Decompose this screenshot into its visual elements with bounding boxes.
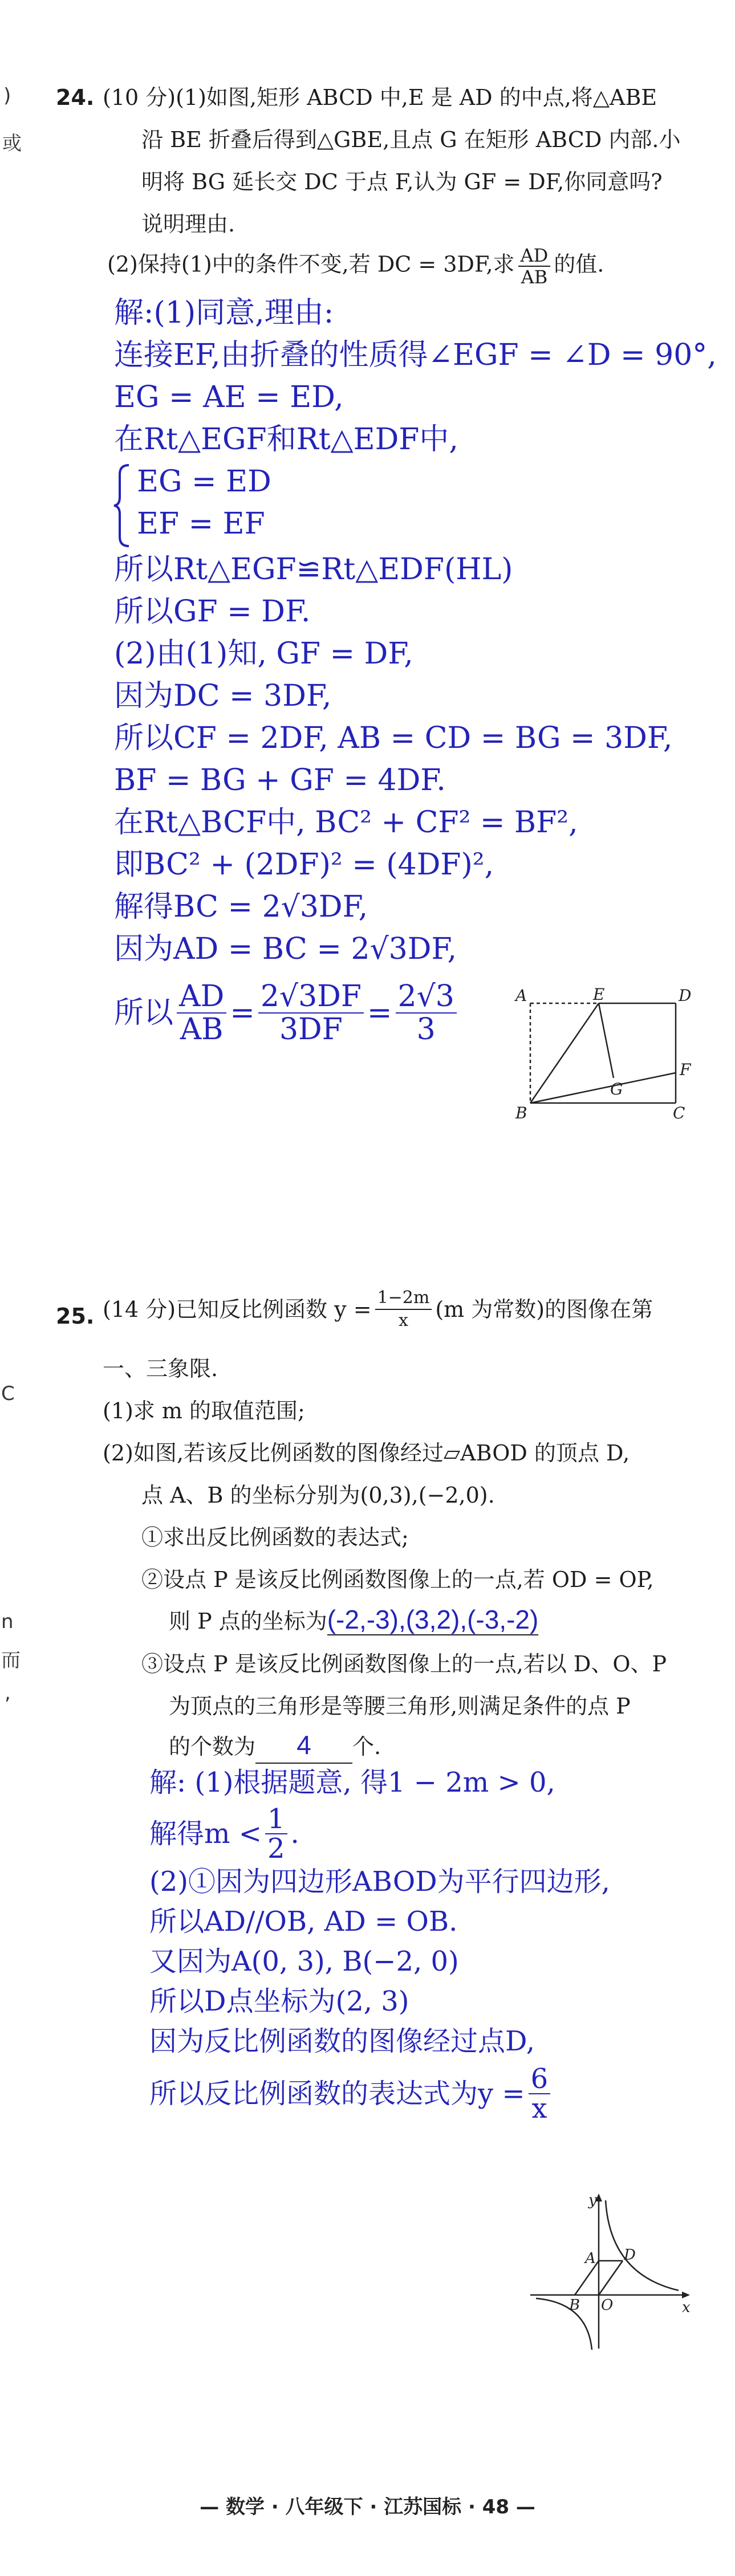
solution-25-line-2: 解得m < $\frac{1}{2}$ . — [149, 1803, 299, 1865]
margin-mark-6: , — [5, 1682, 11, 1704]
question-25-line-3: (1)求 m 的取值范围; — [103, 1398, 305, 1423]
question-25-line-5: 点 A、B 的坐标分别为(0,3),(−2,0). — [141, 1483, 495, 1508]
solution-24-line-13: 在Rt△BCF中, BC² + CF² = BF², — [114, 805, 578, 840]
question-25-line-2: 一、三象限. — [103, 1356, 218, 1381]
solution-24-line-11: 所以CF = 2DF, AB = CD = BG = 3DF, — [114, 721, 673, 755]
solution-24-line-5: EG = ED — [137, 465, 271, 499]
figure-25-label-d: D — [624, 2247, 636, 2264]
figure-24-label-e: E — [593, 985, 605, 1004]
solution-25-line-3: (2)①因为四边形ABOD为平行四边形, — [149, 1866, 610, 1898]
figure-25-hyperbola-diagram — [525, 2189, 696, 2354]
question-25-line-10: 为顶点的三角形是等腰三角形,则满足条件的点 P — [169, 1694, 631, 1719]
solution-24-line-10: 因为DC = 3DF, — [114, 679, 332, 713]
figure-25-label-a: A — [585, 2250, 596, 2267]
question-25-line-6: ①求出反比例函数的表达式; — [141, 1525, 409, 1550]
solution-25-line-5: 又因为A(0, 3), B(−2, 0) — [149, 1946, 459, 1977]
question-25-number: 25. — [56, 1304, 95, 1329]
figure-24-label-a: A — [515, 986, 527, 1005]
question-25-line-4: (2)如图,若该反比例函数的图像经过▱ABOD 的顶点 D, — [103, 1440, 630, 1466]
solution-25-line-1: 解: (1)根据题意, 得1 − 2m > 0, — [149, 1767, 555, 1798]
page-footer: — 数学 · 八年级下 · 江苏国标 · 48 — — [200, 2496, 535, 2518]
figure-24-label-f: F — [680, 1060, 691, 1079]
question-25-line-11: 的个数为 4 个. — [169, 1727, 381, 1764]
figure-25-label-b: B — [569, 2297, 580, 2314]
solution-24-line-6: EF = EF — [137, 507, 265, 541]
answer-fill-point-count: 4 — [255, 1727, 352, 1764]
figure-25-label-x: x — [682, 2299, 691, 2316]
solution-24-line-9: (2)由(1)知, GF = DF, — [114, 637, 413, 671]
question-24-part-2: (2)保持(1)中的条件不变,若 DC = 3DF,求 $\frac{AD}{AB}$ 的值. — [107, 245, 604, 288]
solution-24-line-12: BF = BG + GF = 4DF. — [114, 763, 446, 797]
solution-24-line-14: 即BC² + (2DF)² = (4DF)², — [114, 848, 494, 882]
solution-24-line-15: 解得BC = 2√3DF, — [114, 890, 368, 924]
margin-mark-1: ) — [3, 84, 11, 107]
figure-24-label-b: B — [515, 1104, 527, 1122]
solution-24-line-3: EG = AE = ED, — [114, 380, 344, 414]
question-25-line-7: ②设点 P 是该反比例函数图像上的一点,若 OD = OP, — [141, 1567, 654, 1592]
figure-24-label-d: D — [679, 986, 692, 1005]
figure-25-label-o: O — [601, 2297, 614, 2314]
solution-25-line-7: 因为反比例函数的图像经过点D, — [149, 2025, 535, 2057]
question-24-line-2: 沿 BE 折叠后得到△GBE,且点 G 在矩形 ABCD 内部.小 — [141, 127, 681, 152]
question-25-line-9: ③设点 P 是该反比例函数图像上的一点,若以 D、O、P — [141, 1651, 667, 1676]
solution-25-line-8: 所以反比例函数的表达式为y = $\frac{6}{x}$ — [149, 2065, 554, 2123]
figure-24-label-g: G — [610, 1080, 623, 1098]
solution-24-line-7: 所以Rt△EGF≌Rt△EDF(HL) — [114, 552, 513, 587]
margin-mark-2: 或 — [2, 132, 22, 155]
question-24-line-4: 说明理由. — [141, 211, 235, 237]
solution-24-line-17: 所以 $\frac{AD}{AB}$ = $\frac{2√3DF}{3DF}$ = $\frac{2√3}{3}$ — [114, 980, 460, 1045]
solution-24-line-1: 解:(1)同意,理由: — [114, 296, 334, 330]
solution-24-line-16: 因为AD = BC = 2√3DF, — [114, 932, 457, 966]
answer-fill-p-coordinates: (-2,-3),(3,2),(-3,-2) — [327, 1605, 539, 1634]
question-24-line-1: (10 分)(1)如图,矩形 ABCD 中,E 是 AD 的中点,将△ABE — [103, 85, 657, 110]
solution-25-line-4: 所以AD//OB, AD = OB. — [149, 1906, 458, 1938]
solution-24-line-2: 连接EF,由折叠的性质得∠EGF = ∠D = 90°, — [114, 338, 717, 372]
question-25-line-1: (14 分)已知反比例函数 y = $\frac{1-2m}{x}$ (m 为常数)的图像在第 — [103, 1288, 653, 1330]
solution-25-line-6: 所以D点坐标为(2, 3) — [149, 1985, 409, 2017]
solution-24-line-8: 所以GF = DF. — [114, 595, 311, 629]
margin-mark-4: n — [1, 1610, 14, 1633]
question-24-number: 24. — [56, 85, 95, 110]
solution-24-line-4: 在Rt△EGF和Rt△EDF中, — [114, 422, 458, 457]
figure-25-label-y: y — [588, 2192, 597, 2209]
figure-24-rectangle-diagram — [507, 980, 701, 1123]
margin-mark-3: C — [1, 1382, 15, 1405]
question-24-line-3: 明将 BG 延长交 DC 于点 F,认为 GF = DF,你同意吗? — [141, 169, 663, 194]
brace-icon — [112, 463, 131, 548]
question-25-line-8: 则 P 点的坐标为(-2,-3),(3,2),(-3,-2) — [169, 1605, 539, 1634]
margin-mark-5: 而 — [1, 1649, 21, 1672]
figure-24-label-c: C — [673, 1104, 685, 1122]
